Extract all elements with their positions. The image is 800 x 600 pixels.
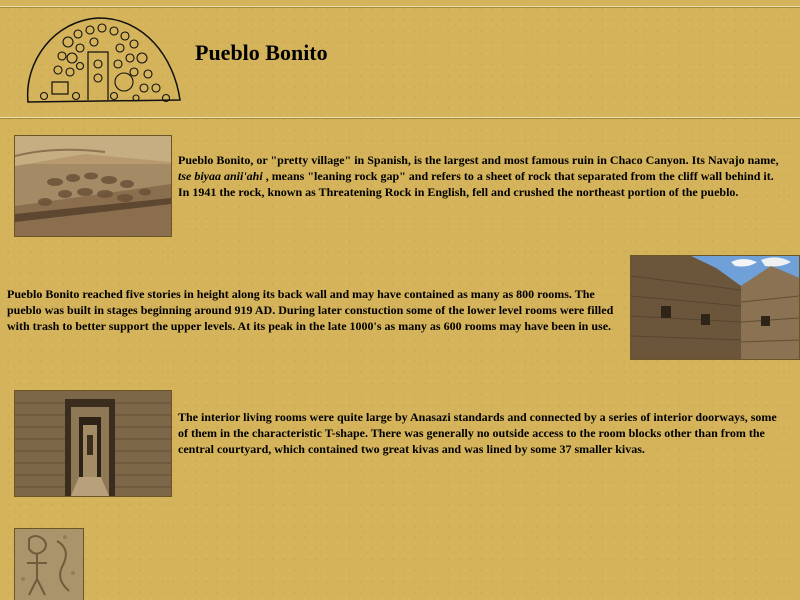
stone-walls-photo bbox=[630, 255, 800, 360]
page-title: Pueblo Bonito bbox=[195, 40, 328, 65]
navajo-name: tse biyaa anii'ahi bbox=[178, 169, 263, 183]
header-divider bbox=[0, 117, 800, 119]
petroglyph-photo bbox=[14, 528, 84, 600]
paragraph-interior: The interior living rooms were quite large by Anasazi standards and connected by a series of interior doorways, some of them in the characteristic T-shape. There was generally no outside access to the room blocks other than from the central courtyard, which contained two great kivas and was lined by some 37 smaller kivas. bbox=[178, 410, 777, 456]
interior-doorway-photo bbox=[14, 390, 172, 497]
ruins-overview-photo bbox=[14, 135, 172, 237]
top-divider bbox=[0, 6, 800, 8]
pueblo-bonito-floor-plan-icon bbox=[24, 12, 184, 106]
paragraph-construction: Pueblo Bonito reached five stories in height along its back wall and may have contained as many as 800 rooms. The pueblo was built in stages beginning around 919 AD. During later constuction some of the lower level rooms were filled with trash to better support the upper levels. At its peak in the late 1000's as many as 600 rooms may have been in use. bbox=[7, 287, 614, 333]
paragraph-history: Pueblo Bonito, or "pretty village" in Spanish, is the largest and most famous ruin in Chaco Canyon. Its Navajo name, tse biyaa anii'ahi , means "leaning rock gap" and refers to a sheet of rock that separated from the cliff wall behind it. In 1941 the rock, known as Threatening Rock in English, fell and crushed the northeast portion of the pueblo. bbox=[178, 153, 779, 199]
